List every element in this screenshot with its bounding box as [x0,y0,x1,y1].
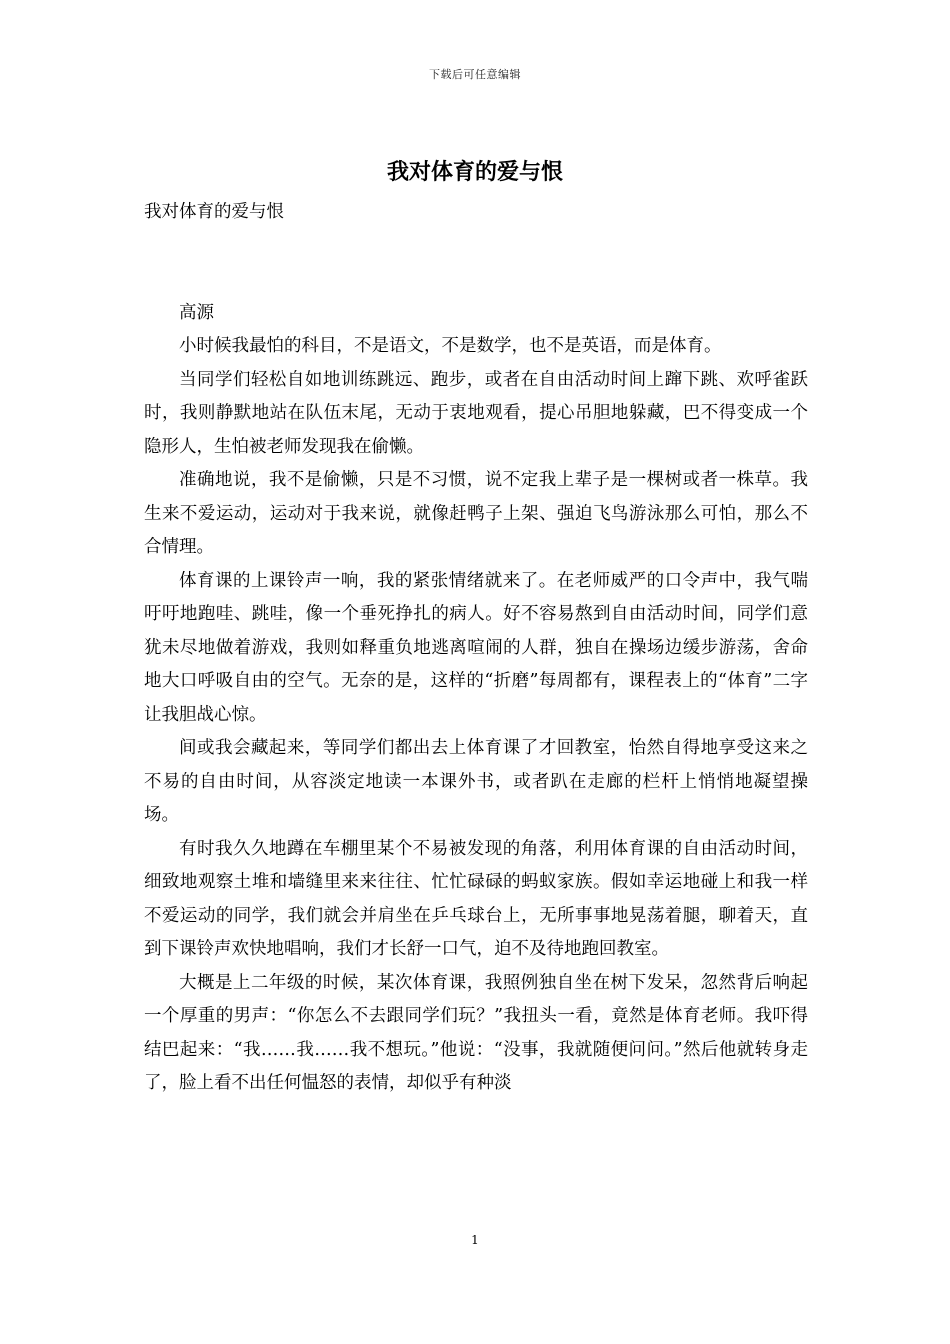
paragraph: 大概是上二年级的时候，某次体育课，我照例独自坐在树下发呆，忽然背后响起一个厚重的男声：“你怎么不去跟同学们玩？”我扭头一看，竟然是体育老师。我吓得结巴起来：“我……我……我不想玩。”他说：“没事，我就随便问问。”然后他就转身走了，脸上看不出任何愠怒的表情，却似乎有种淡 [144,972,808,1093]
paragraph: 准确地说，我不是偷懒，只是不习惯，说不定我上辈子是一棵树或者一株草。我生来不爱运动，运动对于我来说，就像赶鸭子上架、强迫飞鸟游泳那么可怕，那么不合情理。 [144,470,808,557]
paragraph: 间或我会藏起来，等同学们都出去上体育课了才回教室，怡然自得地享受这来之不易的自由时间，从容淡定地读一本课外书，或者趴在走廊的栏杆上悄悄地凝望操场。 [144,738,808,825]
document-body [144,196,808,1101]
page-number: 1 [471,1233,479,1247]
document-title: 我对体育的爱与恨 [386,159,563,185]
paragraph: 小时候我最怕的科目，不是语文，不是数学，也不是英语，而是体育。 [179,336,722,356]
paragraph: 有时我久久地蹲在车棚里某个不易被发现的角落，利用体育课的自由活动时间，细致地观察土堆和墙缝里来来往往、忙忙碌碌的蚂蚁家族。假如幸运地碰上和我一样不爱运动的同学，我们就会并肩坐在乒乓球台上，无所事事地晃荡着腿，聊着天，直到下课铃声欢快地唱响，我们才长舒一口气，迫不及待地跑回教室。 [144,838,808,959]
header-note: 下载后可任意编辑 [429,68,521,81]
author-line: 高源 [179,302,214,323]
document-subtitle: 我对体育的爱与恨 [144,202,284,222]
blank-line [144,263,808,297]
paragraph: 体育课的上课铃声一响，我的紧张情绪就来了。在老师威严的口令声中，我气喘吁吁地跑哇、跳哇，像一个垂死挣扎的病人。好不容易熬到自由活动时间，同学们意犹未尽地做着游戏，我则如释重负地逃离喧闹的人群，独自在操场边缓步游荡，舍命地大口呼吸自由的空气。无奈的是，这样的“折磨”每周都有，课程表上的“体育”二字让我胆战心惊。 [144,570,808,725]
paragraph: 当同学们轻松自如地训练跳远、跑步，或者在自由活动时间上蹿下跳、欢呼雀跃时，我则静默地站在队伍末尾，无动于衷地观看，提心吊胆地躲藏，巴不得变成一个隐形人，生怕被老师发现我在偷懒。 [144,369,808,457]
blank-line [144,230,808,264]
